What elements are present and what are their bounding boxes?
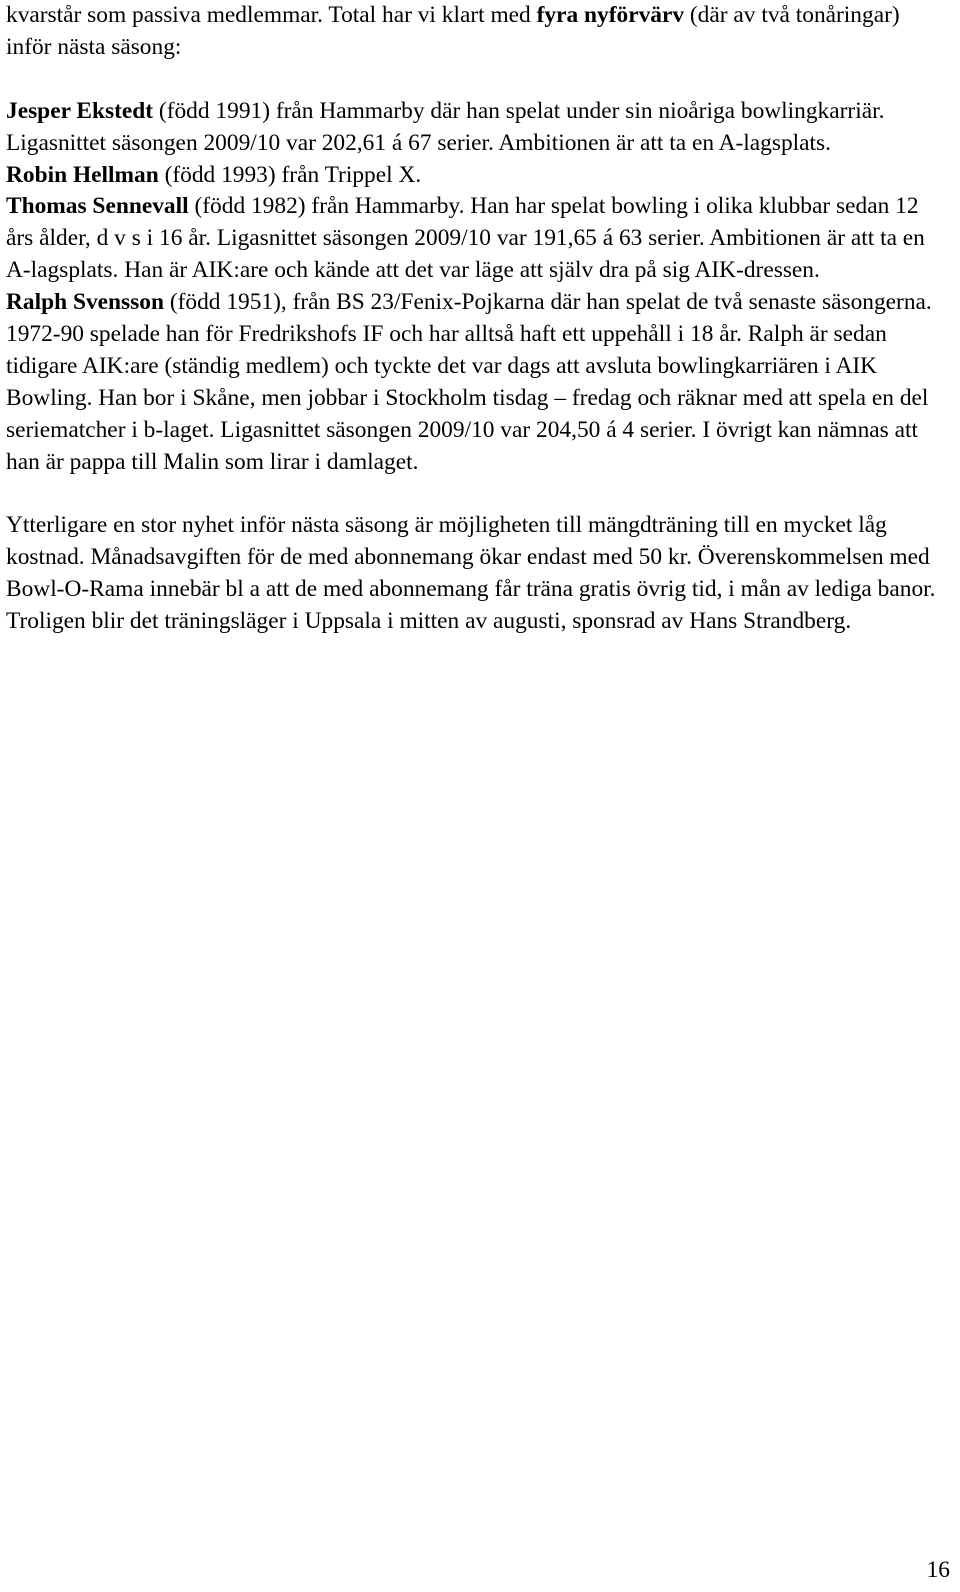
player-description: (född 1993) från Trippel X. [158,161,422,188]
document-body [6,0,950,638]
player-name: Ralph Svensson [6,289,164,316]
intro-paragraph [6,0,950,64]
player-entry-robin-hellman [6,160,950,192]
player-entry-thomas-sennevall [6,191,950,287]
intro-text-before: kvarstår som passiva medlemmar. Total har vi klart med [6,2,537,28]
player-name: Robin Hellman [6,161,159,188]
player-description: (född 1951), från BS 23/Fenix-Pojkarna där han spelat de två senaste säsongerna. 1972-90 spelade han för Fredrikshofs IF och har alltså haft ett uppehåll i 18 år. Ralph är sedan tidigare AIK:are (ständig medlem) och tyckte det var dags att avsluta bowlingkarriären i AIK Bowling. Han bor i Skåne, men jobbar i Stockholm tisdag – fredag och räknar med att spela en del seriematcher i b-laget. Ligasnittet säsongen 2009/10 var 204,50 á 4 serier. I övrigt kan nämnas att han är pappa till Malin som lirar i damlaget. [6,289,932,475]
player-entry-jesper-ekstedt [6,96,950,160]
player-description: (född 1982) från Hammarby. Han har spelat bowling i olika klubbar sedan 12 års ålder, d v s i 16 år. Ligasnittet säsongen 2009/10 var 191,65 á 63 serier. Ambitionen är att ta en A-lagsplats. Han är AIK:are och kände att det var läge att själv dra på sig AIK-dressen. [6,193,925,284]
player-description: (född 1991) från Hammarby där han spelat under sin nioåriga bowlingkarriär. Ligasnittet säsongen 2009/10 var 202,61 á 67 serier. Ambitionen är att ta en A-lagsplats. [6,97,885,156]
player-name: Thomas Sennevall [6,193,189,220]
player-entry-ralph-svensson [6,287,950,478]
paragraph-gap [6,64,950,96]
closing-paragraph: Ytterligare en stor nyhet inför nästa säsong är möjligheten till mängdträning till en mycket låg kostnad. Månadsavgiften för de med abonnemang ökar endast med 50 kr. Överenskommelsen med Bowl-O-Rama innebär bl a att de med abonnemang får träna gratis övrig tid, i mån av lediga banor. Troligen blir det träningsläger i Uppsala i mitten av augusti, sponsrad av Hans Strandberg. [6,512,936,635]
player-name: Jesper Ekstedt [6,97,154,124]
intro-text-after: (där av två tonåringar) inför nästa säsong: [6,2,900,60]
intro-highlight: fyra nyförvärv [536,2,685,28]
paragraph-gap [6,479,950,511]
page-number: 16 [926,1557,950,1583]
